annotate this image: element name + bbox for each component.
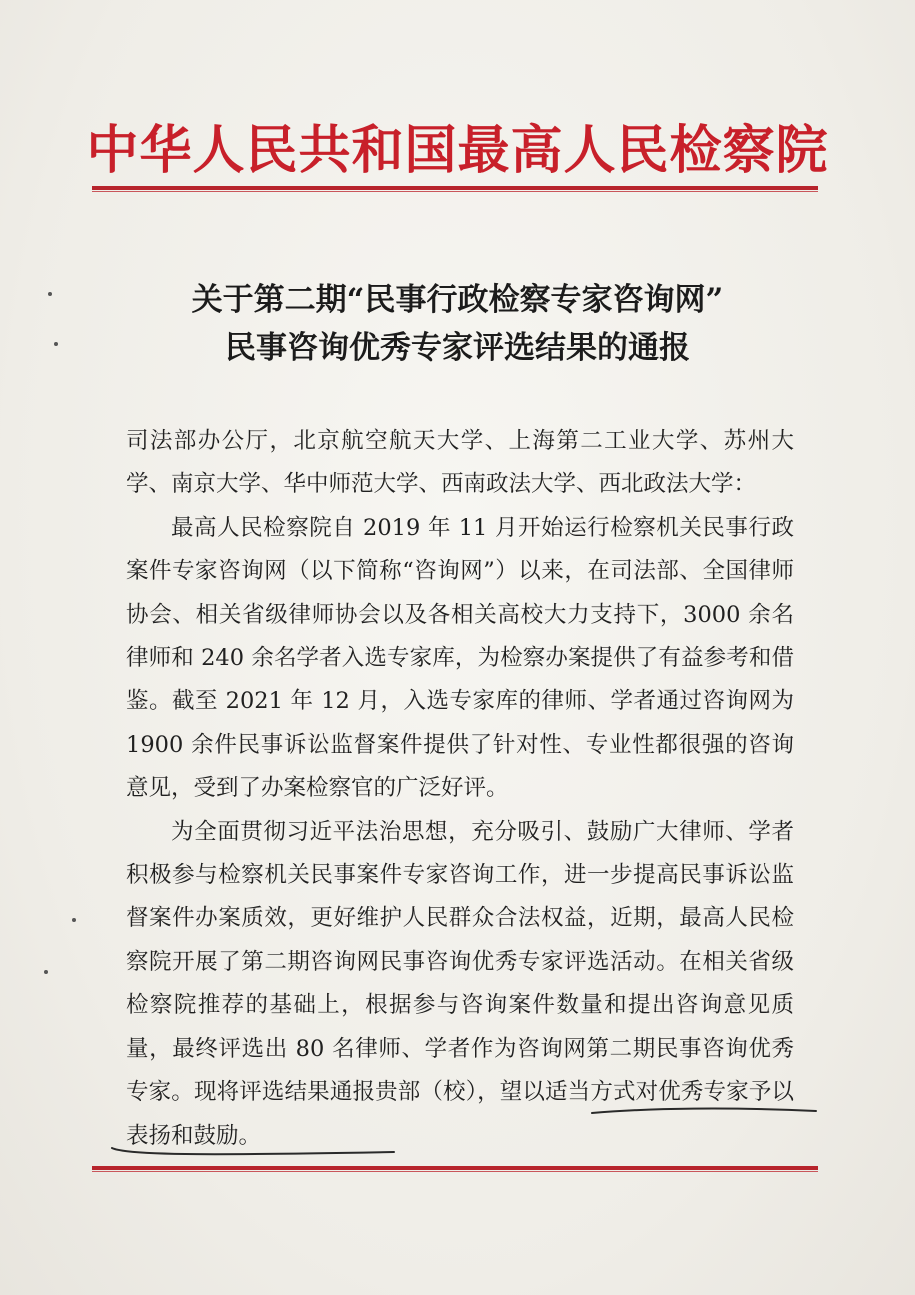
footer-rule-thin: [92, 1171, 818, 1172]
letterhead-rule: [92, 186, 818, 190]
scan-speck: [54, 342, 58, 346]
notice-title: [0, 276, 915, 372]
scan-speck: [72, 918, 76, 922]
notice-title-line-2: 民事咨询优秀专家评选结果的通报: [225, 330, 690, 366]
scan-speck: [48, 292, 52, 296]
notice-title-line-1: 关于第二期“民事行政检察专家咨询网”: [191, 282, 724, 318]
footer-rule: [92, 1166, 818, 1170]
letterhead-rule-thin: [92, 191, 818, 192]
body-paragraph-1: 最高人民检察院自 2019 年 11 月开始运行检察机关民事行政案件专家咨询网（以下简称“咨询网”）以来，在司法部、全国律师协会、相关省级律师协会以及各相关高校大力支持下，3000 余名律师和 240 余名学者入选专家库，为检察办案提供了有益参考和借鉴。截至 2021 年 12 月，入选专家库的律师、学者通过咨询网为 1900 余件民事诉讼监督案件提供了针对性、专业性都很强的咨询意见，受到了办案检察官的广泛好评。: [126, 514, 794, 802]
scan-speck: [44, 970, 48, 974]
body-paragraph-2: 为全面贯彻习近平法治思想，充分吸引、鼓励广大律师、学者积极参与检察机关民事案件专家咨询工作，进一步提高民事诉讼监督案件办案质效，更好维护人民群众合法权益，近期，最高人民检察院开展了第二期咨询网民事咨询优秀专家评选活动。在相关省级检察院推荐的基础上，根据参与咨询案件数量和提出咨询意见质量，最终评选出 80 名律师、学者作为咨询网第二期民事咨询优秀专家。现将评选结果通报贵部（校），望以适当方式对优秀专家予以表扬和鼓励。: [126, 818, 794, 1149]
recipients-paragraph: 司法部办公厅，北京航空航天大学、上海第二工业大学、苏州大学、南京大学、华中师范大学、西南政法大学、西北政法大学：: [126, 428, 794, 498]
notice-body: [126, 420, 794, 1158]
letterhead-title: 中华人民共和国最高人民检察院: [86, 120, 829, 181]
